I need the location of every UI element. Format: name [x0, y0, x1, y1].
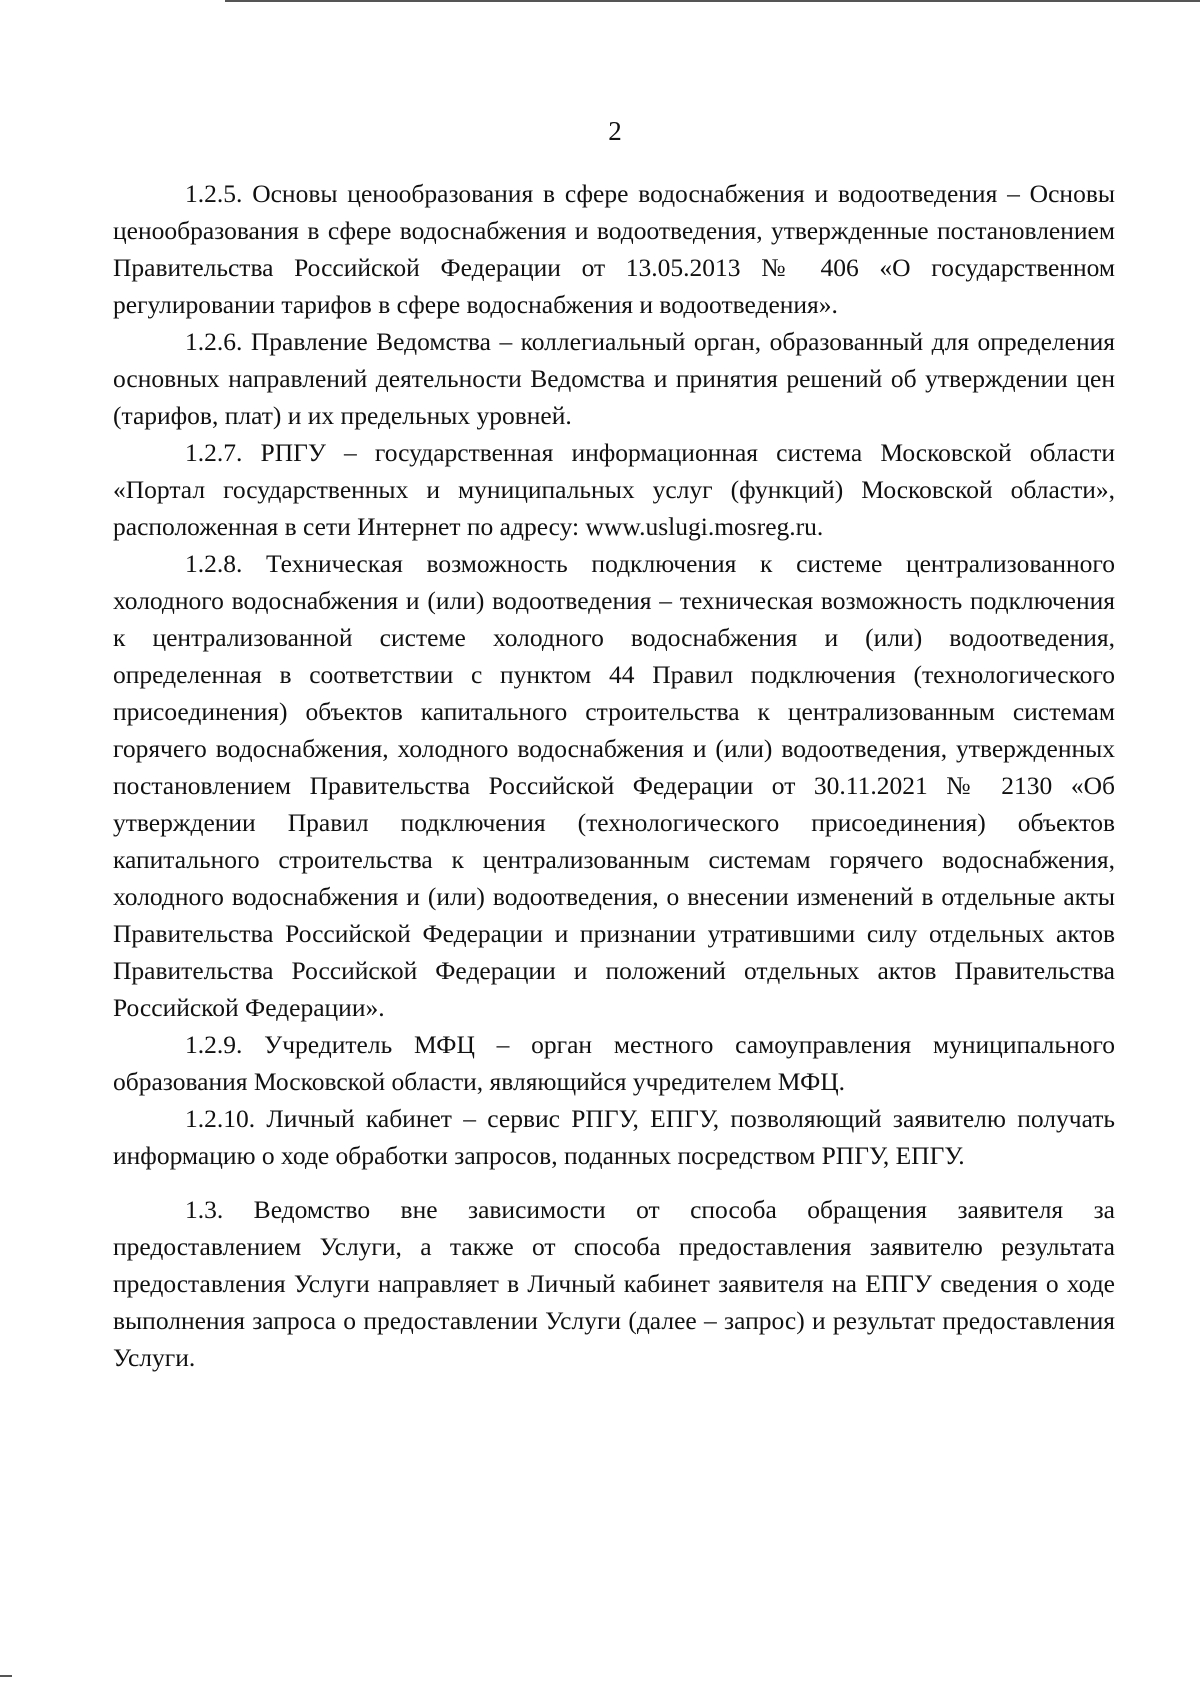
paragraph-1-2-5: 1.2.5. Основы ценообразования в сфере водоснабжения и водоотведения – Основы ценообразования в сфере водоснабжения и водоотведения, утвержденные постановлением Правительства Российской Федерации от 13.05.2013 № 406 «О государственном регулировании тарифов в сфере водоснабжения и водоотведения».	[113, 179, 1115, 319]
paragraph-1-2-10: 1.2.10. Личный кабинет – сервис РПГУ, ЕПГУ, позволяющий заявителю получать информацию о ходе обработки запросов, поданных посредством РПГУ, ЕПГУ.	[113, 1104, 1115, 1170]
paragraph-1-2-6: 1.2.6. Правление Ведомства – коллегиальный орган, образованный для определения основных направлений деятельности Ведомства и принятия решений об утверждении цен (тарифов, плат) и их предельных уровней.	[113, 327, 1115, 430]
paragraph-1-2-7: 1.2.7. РПГУ – государственная информационная система Московской области «Портал государственных и муниципальных услуг (функций) Московской области», расположенная в сети Интернет по адресу: www.uslugi.mosreg.ru.	[113, 438, 1115, 541]
document-body	[113, 175, 1115, 1376]
paragraph-1-3: 1.3. Ведомство вне зависимости от способа обращения заявителя за предоставлением Услуги, а также от способа предоставления заявителю результата предоставления Услуги направляет в Личный кабинет заявителя на ЕПГУ сведения о ходе выполнения запроса о предоставлении Услуги (далее – запрос) и результат предоставления Услуги.	[113, 1195, 1115, 1372]
page-number: 2	[608, 116, 622, 146]
paragraph-1-2-9: 1.2.9. Учредитель МФЦ – орган местного самоуправления муниципального образования Московской области, являющийся учредителем МФЦ.	[113, 1030, 1115, 1096]
paragraph-1-2-8: 1.2.8. Техническая возможность подключения к системе централизованного холодного водоснабжения и (или) водоотведения – техническая возможность подключения к централизованной системе холодного водоснабжения и (или) водоотведения, определенная в соответствии с пунктом 44 Правил подключения (технологического присоединения) объектов капитального строительства к централизованным системам горячего водоснабжения, холодного водоснабжения и (или) водоотведения, утвержденных постановлением Правительства Российской Федерации от 30.11.2021 № 2130 «Об утверждении Правил подключения (технологического присоединения) объектов капитального строительства к централизованным системам горячего водоснабжения, холодного водоснабжения и (или) водоотведения, о внесении изменений в отдельные акты Правительства Российской Федерации и признании утратившими силу отдельных актов Правительства Российской Федерации и положений отдельных актов Правительства Российской Федерации».	[113, 549, 1115, 1022]
scan-top-edge-line	[225, 0, 1200, 2]
scan-bottom-edge-mark	[0, 1675, 12, 1677]
